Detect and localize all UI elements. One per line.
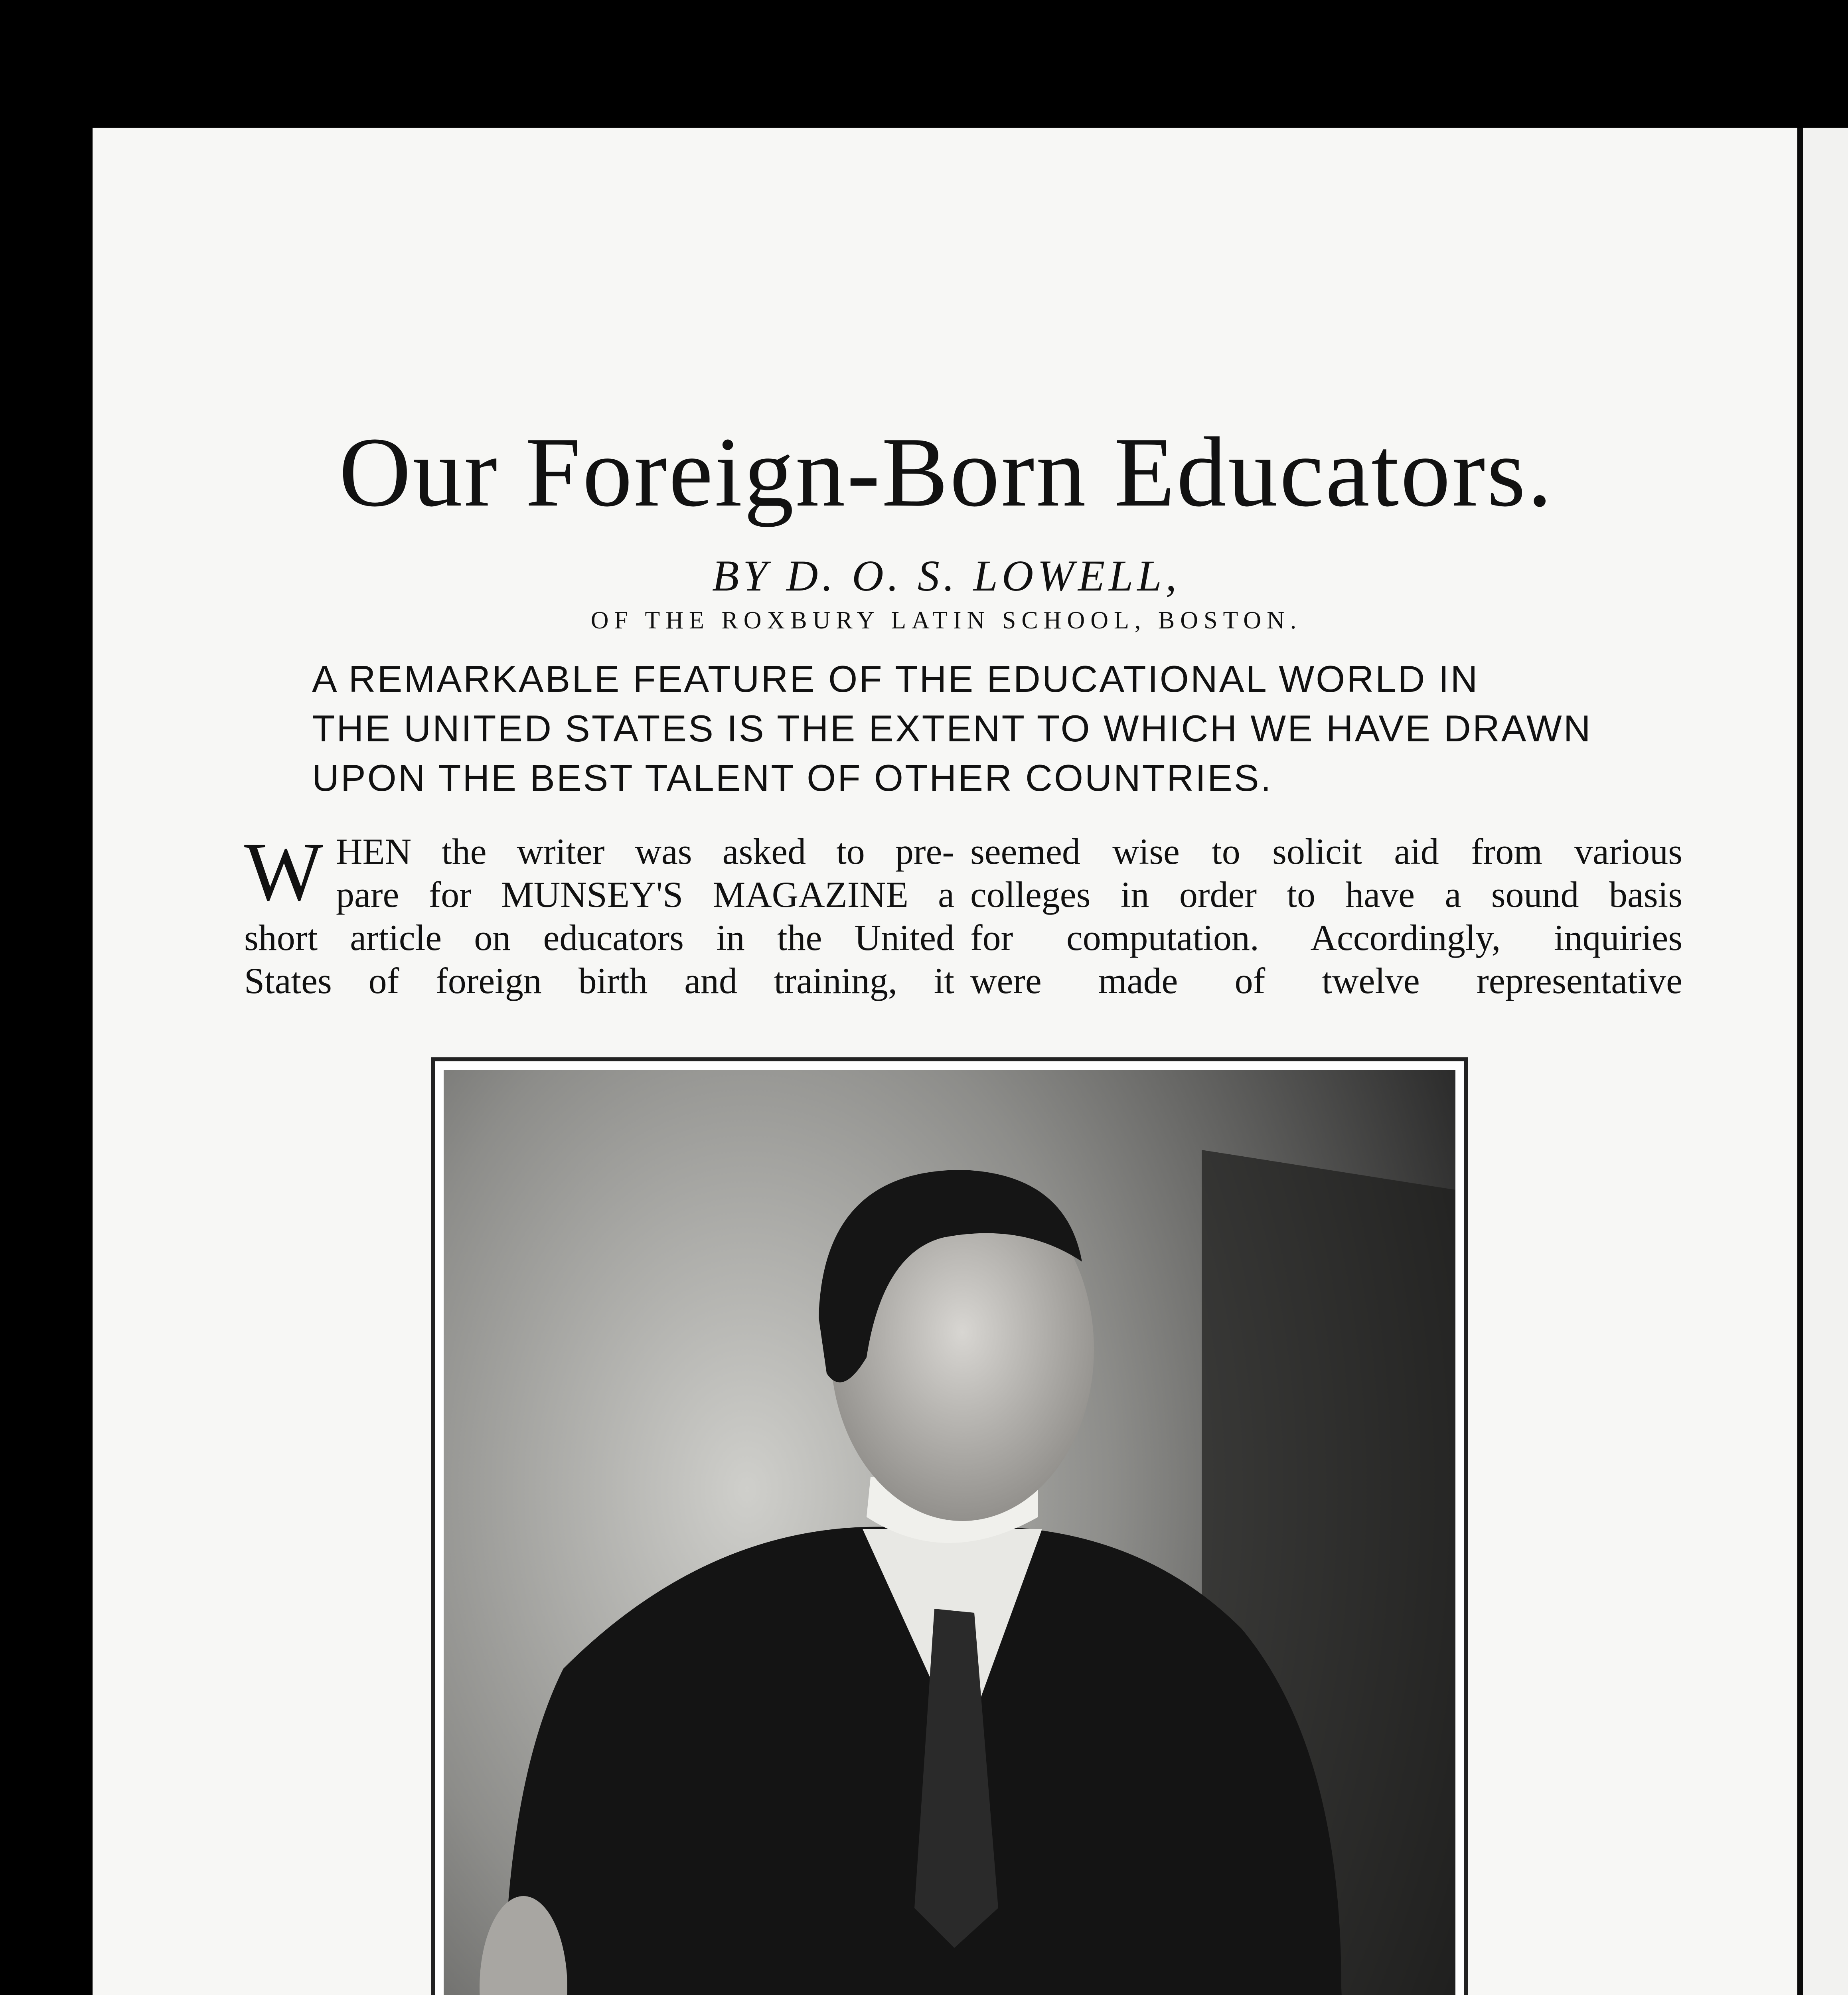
- article-byline: BY D. O. S. LOWELL,: [712, 551, 1181, 600]
- article-title: Our Foreign-Born Educators.: [339, 417, 1554, 527]
- body-line: States of foreign birth and training, it: [244, 960, 954, 1001]
- body-line: colleges in order to have a sound basis: [970, 874, 1682, 915]
- deck-line: A REMARKABLE FEATURE OF THE EDUCATIONAL WORLD IN: [312, 658, 1479, 700]
- body-line: for computation. Accordingly, inquiries: [970, 917, 1682, 958]
- body-line: HEN the writer was asked to pre-: [336, 831, 954, 872]
- adjacent-page-edge: [1797, 128, 1848, 1995]
- deck-line: THE UNITED STATES IS THE EXTENT TO WHICH WE HAVE DRAWN: [312, 707, 1592, 749]
- magazine-page: [93, 128, 1804, 1995]
- body-line: were made of twelve representative: [970, 960, 1682, 1001]
- portrait-photo-frame: [431, 1057, 1468, 1995]
- body-line: short article on educators in the United: [244, 917, 954, 958]
- drop-cap: W: [244, 826, 324, 918]
- author-affiliation: OF THE ROXBURY LATIN SCHOOL, BOSTON.: [590, 607, 1302, 634]
- deck-line: UPON THE BEST TALENT OF OTHER COUNTRIES.: [312, 757, 1273, 799]
- body-line: seemed wise to solicit aid from various: [970, 831, 1682, 872]
- article-deck: [312, 654, 1708, 803]
- body-column-right: [970, 830, 1682, 1002]
- portrait-photo: [444, 1070, 1455, 1995]
- body-column-left: [244, 826, 954, 1002]
- portrait-illustration: [444, 1070, 1455, 1995]
- body-line: pare for MUNSEY'S MAGAZINE a: [336, 874, 954, 915]
